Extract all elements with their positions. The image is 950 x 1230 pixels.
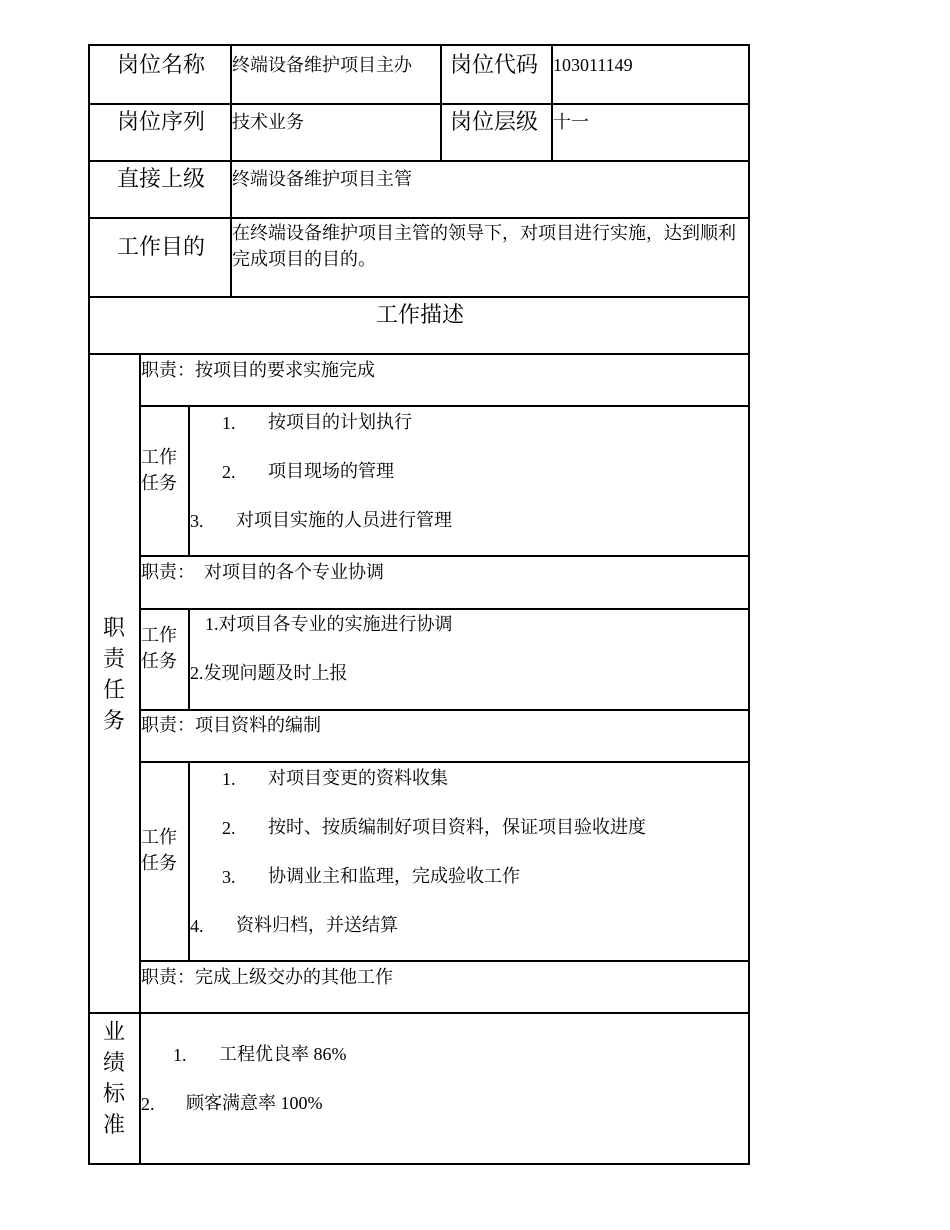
duty-1-task-2: 项目现场的管理 bbox=[268, 461, 394, 481]
duty-2-task-1: 1.对项目各专业的实施进行协调 bbox=[205, 614, 453, 634]
post-level-label: 岗位层级 bbox=[450, 109, 539, 134]
performance-label: 业绩标准 bbox=[102, 1019, 125, 1137]
duty-3-task-1-num: 1. bbox=[222, 769, 236, 789]
duty-1-task-2-num: 2. bbox=[222, 462, 236, 482]
duty-3-task-label: 工作任务 bbox=[141, 827, 177, 873]
duty-1-title: 职责：按项目的要求实施完成 bbox=[141, 360, 375, 380]
supervisor-value: 终端设备维护项目主管 bbox=[232, 169, 412, 189]
supervisor-label: 直接上级 bbox=[117, 166, 206, 191]
post-code-value: 103011149 bbox=[553, 55, 633, 75]
duty-1-task-3-num: 3. bbox=[190, 511, 204, 531]
duty-2-task-label: 工作任务 bbox=[141, 625, 177, 671]
duty-1-task-1-num: 1. bbox=[222, 413, 236, 433]
performance-item-1-num: 1. bbox=[173, 1045, 187, 1065]
purpose-label: 工作目的 bbox=[117, 234, 206, 259]
duties-section-label: 职责任务 bbox=[102, 615, 125, 733]
duty-3-task-4-num: 4. bbox=[190, 916, 204, 936]
post-level-value: 十一 bbox=[553, 112, 589, 132]
post-code-label: 岗位代码 bbox=[450, 52, 539, 77]
duty-1-task-1: 按项目的计划执行 bbox=[268, 412, 412, 432]
duty-1-task-label: 工作任务 bbox=[141, 447, 177, 493]
post-series-label: 岗位序列 bbox=[117, 109, 206, 134]
duty-4-title: 职责：完成上级交办的其他工作 bbox=[141, 967, 393, 987]
duty-3-task-3: 协调业主和监理，完成验收工作 bbox=[268, 866, 520, 886]
duty-3-task-2: 按时、按质编制好项目资料，保证项目验收进度 bbox=[268, 817, 646, 837]
performance-item-2-num: 2. bbox=[141, 1094, 155, 1114]
duty-2-task-2: 2.发现问题及时上报 bbox=[190, 663, 348, 683]
duty-3-task-4: 资料归档，并送结算 bbox=[236, 915, 398, 935]
performance-item-2: 顾客满意率 100% bbox=[186, 1093, 323, 1113]
post-series-value: 技术业务 bbox=[232, 112, 304, 132]
duty-3-task-3-num: 3. bbox=[222, 867, 236, 887]
duty-3-task-2-num: 2. bbox=[222, 818, 236, 838]
post-name-value: 终端设备维护项目主办 bbox=[232, 55, 412, 75]
work-description-title: 工作描述 bbox=[376, 302, 465, 327]
post-name-label: 岗位名称 bbox=[117, 52, 206, 77]
duty-1-task-3: 对项目实施的人员进行管理 bbox=[236, 510, 452, 530]
performance-item-1: 工程优良率 86% bbox=[219, 1044, 347, 1064]
duty-2-title: 职责： 对项目的各个专业协调 bbox=[141, 562, 384, 582]
duty-3-task-1: 对项目变更的资料收集 bbox=[268, 768, 448, 788]
purpose-value: 在终端设备维护项目主管的领导下，对项目进行实施，达到顺利完成项目的目的。 bbox=[232, 223, 736, 269]
duty-3-title: 职责：项目资料的编制 bbox=[141, 715, 321, 735]
